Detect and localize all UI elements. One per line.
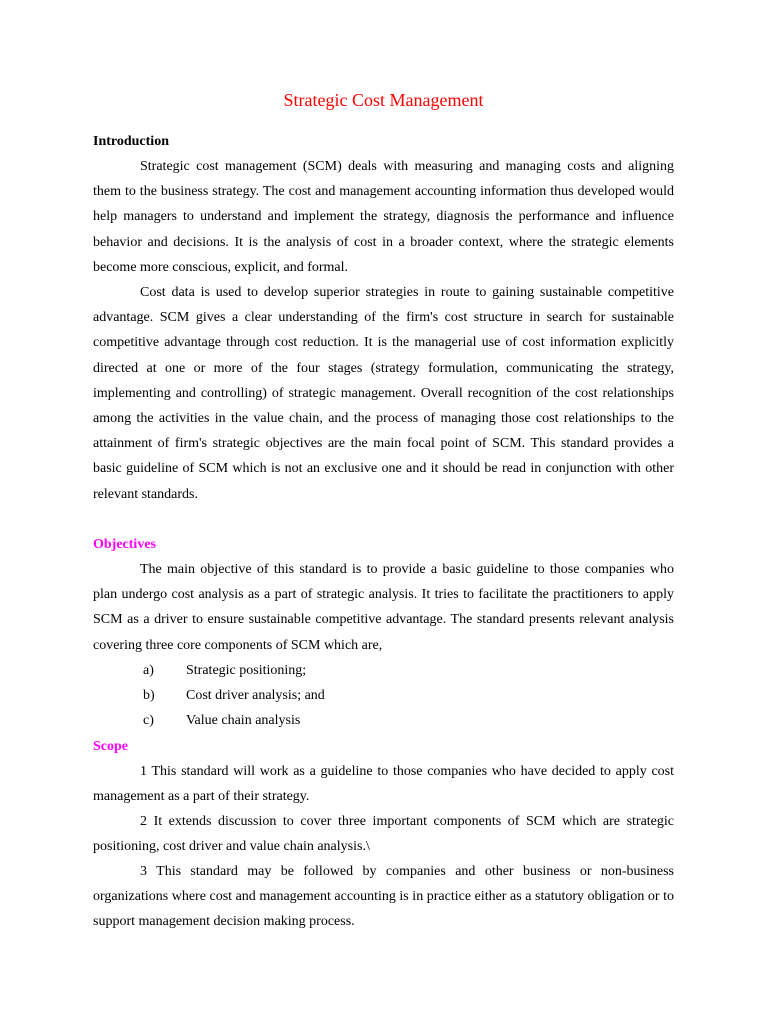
objectives-heading: Objectives bbox=[93, 537, 156, 552]
list-item-text: Cost driver analysis; and bbox=[186, 688, 325, 704]
objectives-paragraph: The main objective of this standard is to provide a basic guideline to those companies who plan undergo cost analysis as a part of strategic analysis. It tries to facilitate the practitioners to apply SCM as a driver to ensure sustainable competitive advantage. The standard presents relevant analysis covering three core components of SCM which are, bbox=[93, 562, 674, 653]
introduction-heading: Introduction bbox=[93, 134, 169, 149]
list-item-marker: c) bbox=[143, 713, 154, 729]
introduction-paragraph-1: Strategic cost management (SCM) deals with measuring and managing costs and aligning them to the business strategy. The cost and management accounting information thus developed would help managers to understand and implement the strategy, diagnosis the performance and influence behavior and decisions. It is the analysis of cost in a broader context, where the strategic elements become more conscious, explicit, and formal. bbox=[93, 159, 674, 275]
introduction-paragraph-2: Cost data is used to develop superior strategies in route to gaining sustainable competitive advantage. SCM gives a clear understanding of the firm's cost structure in search for sustainable competitive advantage through cost reduction. It is the managerial use of cost information explicitly directed at one or more of the four stages (strategy formulation, communicating the strategy, implementing and controlling) of strategic management. Overall recognition of the cost relationships among the activities in the value chain, and the process of managing those cost relationships to the attainment of firm's strategic objectives are the main focal point of SCM. This standard provides a basic guideline of SCM which is not an exclusive one and it should be read in conjunction with other relevant standards. bbox=[93, 285, 674, 502]
list-item-marker: a) bbox=[143, 663, 154, 678]
list-item-text: Strategic positioning; bbox=[186, 663, 307, 678]
scope-paragraph-2: 2 It extends discussion to cover three important components of SCM which are strategic positioning, cost driver and value chain analysis.\ bbox=[93, 814, 674, 855]
scope-heading: Scope bbox=[93, 739, 128, 754]
scope-paragraph-1: 1 This standard will work as a guideline to those companies who have decided to apply cost management as a part of their strategy. bbox=[93, 764, 674, 805]
document-title: Strategic Cost Management bbox=[283, 90, 484, 110]
list-item-marker: b) bbox=[143, 688, 155, 704]
list-item-text: Value chain analysis bbox=[186, 713, 301, 729]
scope-paragraph-3: 3 This standard may be followed by companies and other business or non-business organizations where cost and management accounting is in practice either as a statutory obligation or to support management decision making process. bbox=[93, 864, 674, 930]
